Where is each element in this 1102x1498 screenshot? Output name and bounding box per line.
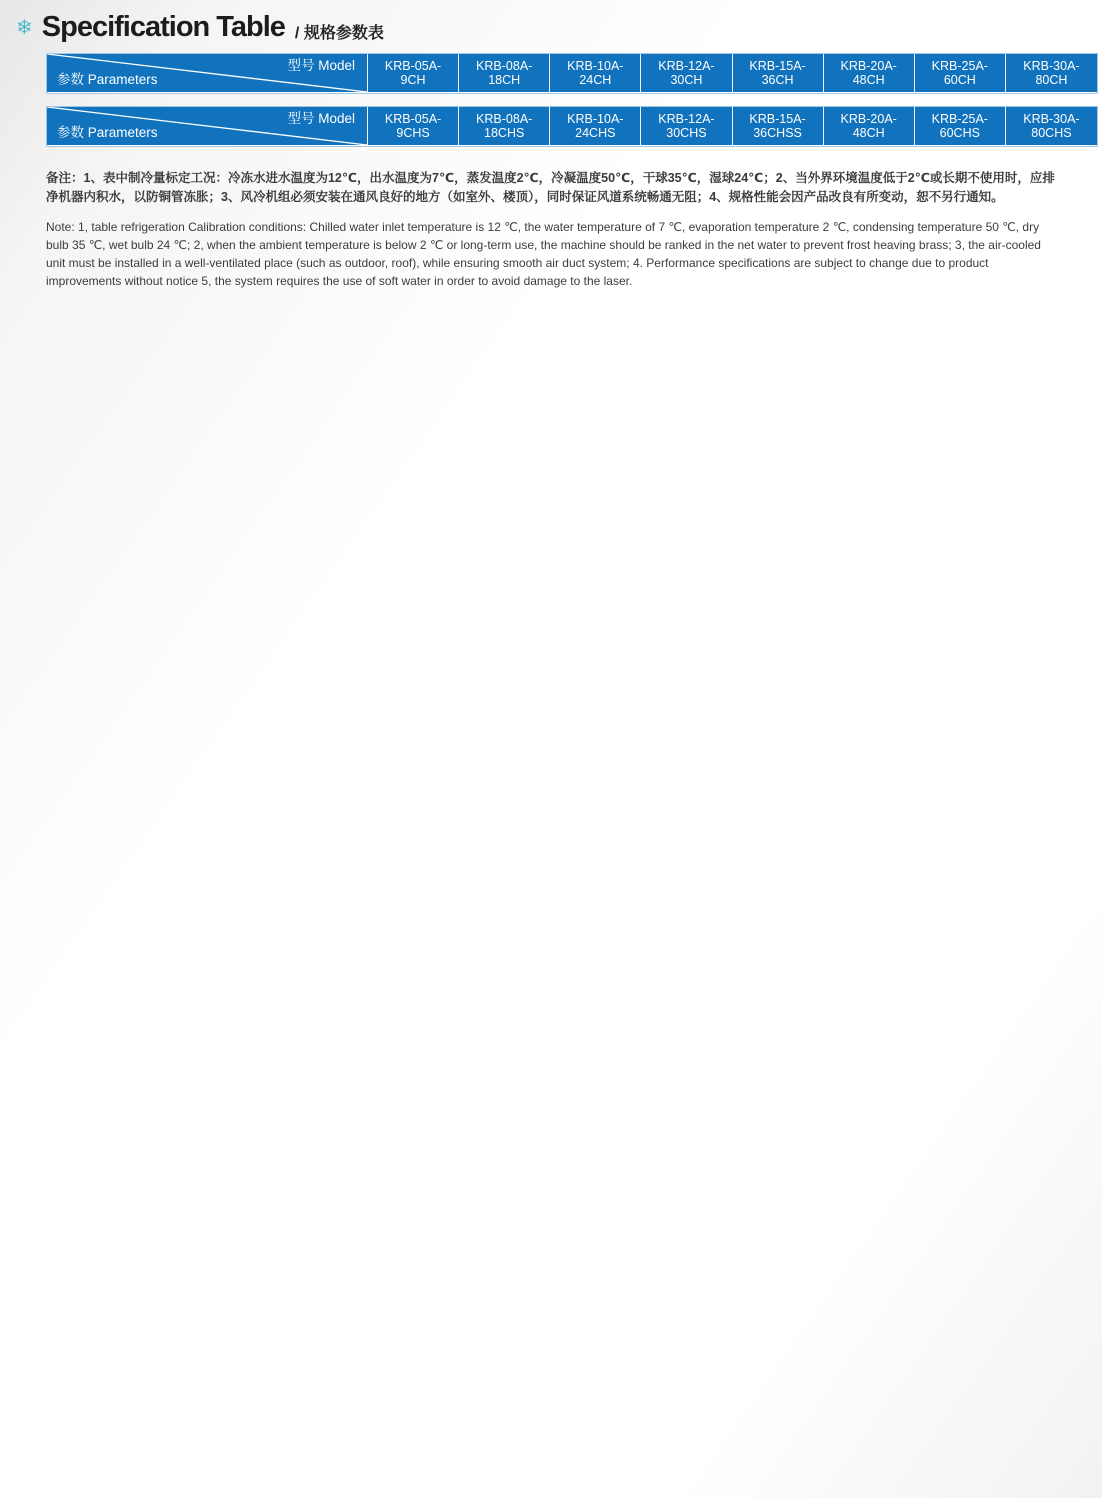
model-header: KRB-05A- 9CHS [368, 107, 459, 146]
model-header: KRB-30A- 80CHS [1006, 107, 1097, 146]
spec-table [46, 53, 1098, 94]
model-header: KRB-15A- 36CHSS [733, 107, 824, 146]
model-label: 型号 Model [287, 111, 355, 126]
spec-table [46, 106, 1098, 147]
model-header: KRB-30A- 80CH [1006, 54, 1097, 93]
model-header: KRB-25A- 60CH [915, 54, 1006, 93]
model-header: KRB-20A- 48CH [824, 54, 915, 93]
spec-table-1-wrap [46, 53, 1102, 94]
page-title-zh [295, 12, 384, 43]
model-header: KRB-08A- 18CHS [459, 107, 550, 146]
model-header: KRB-25A- 60CHS [915, 107, 1006, 146]
model-header: KRB-10A- 24CH [550, 54, 641, 93]
title-zh-text: 规格参数表 [303, 25, 384, 42]
model-header: KRB-10A- 24CHS [550, 107, 641, 146]
model-header: KRB-12A- 30CHS [641, 107, 732, 146]
model-header: KRB-08A- 18CH [459, 54, 550, 93]
parameters-label: 参数 Parameters [57, 125, 158, 141]
model-param-corner [47, 54, 368, 93]
page-title: Specification Table [41, 11, 285, 43]
model-param-corner [47, 107, 368, 146]
model-header: KRB-12A- 30CH [641, 54, 732, 93]
note-english: Note: 1, table refrigeration Calibration conditions: Chilled water inlet temperature is 12 ℃, the water temperature of 7 ℃, evaporation temperature 2 ℃, condensing temperature 50 ℃, dry bulb 35 ℃, wet bulb 24 ℃; 2, when the ambient temperature is below 2 ℃ or long-term use, the machine should be ranked in the net water to prevent frost heaving brass; 3, the air-cooled unit must be installed in a well-ventilated place (such as outdoor, roof), while ensuring smooth air duct system; 4. Performance specifications are subject to change due to product improvements without notice 5, the system requires the use of soft water in order to avoid damage to the laser. [46, 219, 1041, 288]
model-header: KRB-05A- 9CH [368, 54, 459, 93]
page-header [0, 0, 1102, 53]
title-separator: / [294, 25, 300, 42]
snowflake-icon: ❄ [16, 16, 33, 39]
note-chinese: 备注：1、表中制冷量标定工况：冷冻水进水温度为12℃，出水温度为7℃，蒸发温度2℃，冷凝温度50℃，干球35℃，湿球24℃；2、当外界环境温度低于2℃或长期不使用时，应排净机器内积水，以防铜管冻胀；3、风冷机组必须安装在通风良好的地方（如室外、楼顶），同时保证风道系统畅通无阻；4、规格性能会因产品改良有所变动，恕不另行通知。 [46, 171, 1055, 205]
model-header: KRB-15A- 36CH [733, 54, 824, 93]
footnotes [46, 169, 1056, 290]
spec-table-2-wrap [46, 106, 1102, 147]
model-label: 型号 Model [287, 58, 355, 73]
model-header: KRB-20A- 48CH [824, 107, 915, 146]
parameters-label: 参数 Parameters [57, 72, 158, 88]
